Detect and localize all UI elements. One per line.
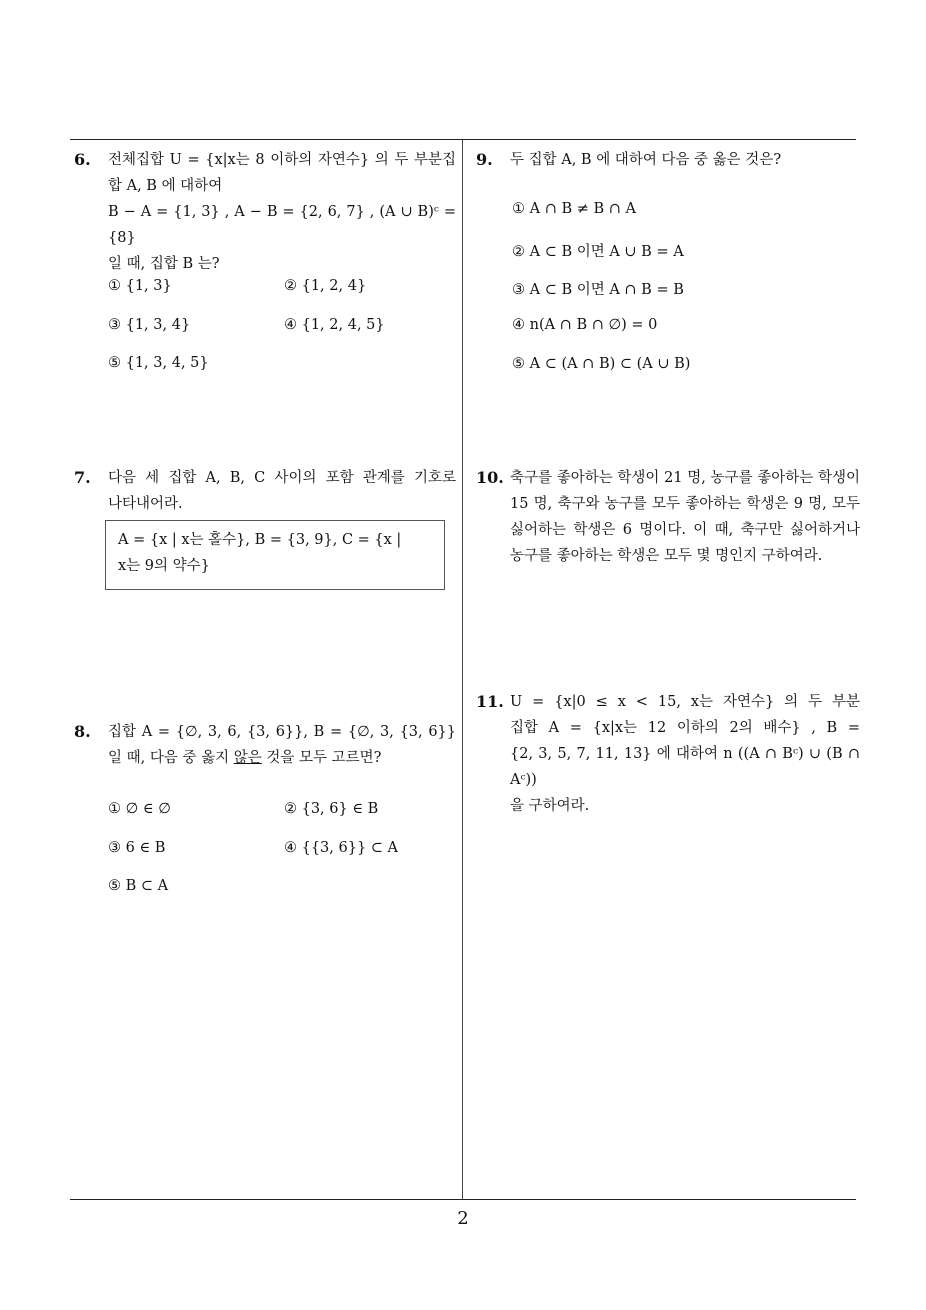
question-text-line: 을 구하여라. (510, 798, 590, 814)
question-text-line: 전체집합 U = {x|x는 8 이하의 자연수} 의 두 부분집 (108, 152, 456, 168)
question-text-line: 두 집합 A, B 에 대하여 다음 중 옳은 것은? (510, 152, 782, 168)
page-number: 2 (457, 1208, 469, 1229)
question-text-line: 농구를 좋아하는 학생은 모두 몇 명인지 구하여라. (510, 548, 823, 564)
question-text-line (108, 745, 456, 771)
answer-option[interactable]: ④ n(A ∩ B ∩ ∅) = 0 (512, 317, 658, 333)
top-rule (70, 139, 856, 140)
question-text-line: U = {x|0 ≤ x < 15, x는 자연수} 의 두 부분 (510, 694, 860, 710)
question-text-part: 것을 모두 고르면? (261, 750, 382, 766)
answer-option[interactable]: ③ {1, 3, 4} (108, 317, 191, 333)
answer-option[interactable]: ① ∅ ∈ ∅ (108, 801, 171, 817)
question-7-box (105, 520, 445, 590)
question-text-line: 싫어하는 학생은 6 명이다. 이 때, 축구만 싫어하거나 (510, 522, 860, 538)
question-6 (74, 147, 456, 277)
question-9 (476, 147, 860, 173)
answer-option[interactable]: ③ A ⊂ B 이면 A ∩ B = B (512, 282, 684, 298)
box-text-line: A = {x | x는 홀수}, B = {3, 9}, C = {x | (118, 532, 402, 548)
answer-option[interactable]: ④ {1, 2, 4, 5} (284, 317, 385, 333)
question-text-line: 합 A, B 에 대하여 (108, 178, 223, 194)
column-divider (462, 139, 463, 1200)
question-number: 6. (74, 150, 91, 169)
question-text-part: 일 때, 다음 중 옳지 (108, 750, 234, 766)
answer-option[interactable]: ② {1, 2, 4} (284, 278, 367, 294)
question-text-line: {2, 3, 5, 7, 11, 13} 에 대하여 n ((A ∩ Bᶜ) ∪ (B ∩ Aᶜ)) (510, 746, 860, 788)
answer-option[interactable]: ① A ∩ B ≠ B ∩ A (512, 201, 636, 217)
question-number: 8. (74, 722, 91, 741)
answer-option[interactable]: ④ {{3, 6}} ⊂ A (284, 840, 399, 856)
question-text-line: 축구를 좋아하는 학생이 21 명, 농구를 좋아하는 학생이 (510, 470, 860, 486)
answer-option[interactable]: ② {3, 6} ∈ B (284, 801, 379, 817)
question-number: 10. (476, 468, 504, 487)
answer-option[interactable]: ⑤ A ⊂ (A ∩ B) ⊂ (A ∪ B) (512, 356, 691, 372)
question-text-line: 다음 세 집합 A, B, C 사이의 포함 관계를 기호로 (108, 470, 456, 486)
question-7 (74, 465, 456, 517)
question-text-line: 15 명, 축구와 농구를 모두 좋아하는 학생은 9 명, 모두 (510, 496, 860, 512)
question-8 (74, 719, 456, 771)
answer-option[interactable]: ⑤ B ⊂ A (108, 878, 169, 894)
underlined-word: 않은 (233, 750, 262, 766)
question-text-line: 집합 A = {∅, 3, 6, {3, 6}}, B = {∅, 3, {3, 6}} (108, 724, 456, 740)
box-text-line: x는 9의 약수} (118, 558, 210, 574)
answer-option[interactable]: ③ 6 ∈ B (108, 840, 166, 856)
question-number: 11. (476, 692, 504, 711)
question-11 (476, 689, 860, 819)
question-text-line: 집합 A = {x|x는 12 이하의 2의 배수} , B = (510, 720, 860, 736)
answer-option[interactable]: ① {1, 3} (108, 278, 172, 294)
question-number: 9. (476, 150, 493, 169)
answer-option[interactable]: ⑤ {1, 3, 4, 5} (108, 355, 209, 371)
question-10 (476, 465, 860, 569)
question-text-line: 나타내어라. (108, 496, 183, 512)
answer-option[interactable]: ② A ⊂ B 이면 A ∪ B = A (512, 244, 684, 260)
question-text-line: B − A = {1, 3} , A − B = {2, 6, 7} , (A ∪ B)ᶜ = {8} (108, 204, 456, 246)
question-number: 7. (74, 468, 91, 487)
bottom-rule (70, 1199, 856, 1200)
question-text-line: 일 때, 집합 B 는? (108, 256, 220, 272)
